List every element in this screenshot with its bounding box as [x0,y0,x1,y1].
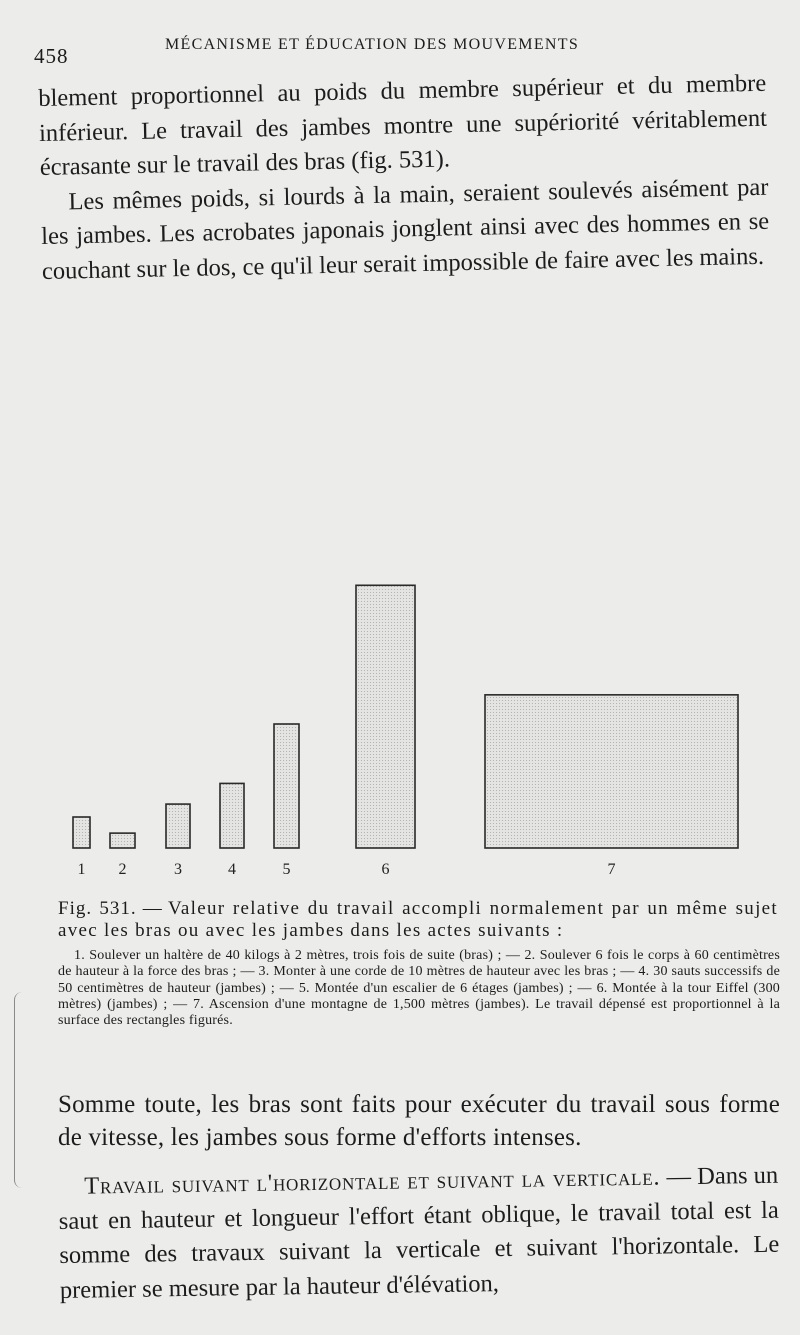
bar-6 [356,585,415,848]
caption-text: Valeur relative du travail accompli normalement par un même sujet avec les bras ou avec les jambes dans les actes suivants : [58,898,778,941]
bar-label-6: 6 [381,861,390,878]
running-head: MÉCANISME ET ÉDUCATION DES MOUVEMENTS [165,36,580,53]
intro-text-1: blement proportionnel au poids du membre supérieur et du membre inférieur. Le travail des jambes montre une supériorité véritablement écrasante sur le travail des bras (fig. 531). [38,69,768,181]
bar-7 [485,695,738,848]
intro-paragraph [38,67,770,289]
bar-label-1: 1 [77,861,86,878]
bar-3 [166,804,190,848]
margin-mark [14,992,25,1188]
figure-531-chart [0,300,800,885]
bar-2 [110,833,135,848]
bar-label-2: 2 [118,861,127,878]
legend-text: 1. Soulever un haltère de 40 kilogs à 2 mètres, trois fois de suite (bras) ; — 2. Soulever 6 fois le corps à 60 centimètres de hauteur à la force des bras ; — 3. Monter à une corde de 10 mètres de hauteur avec les bras ; — 4. 30 sauts successifs de 50 centimètres de hauteur (jambes) ; — 5. Montée d'un escalier de 6 étages (jambes) ; — 6. Montée à la tour Eiffel (300 mètres) (jambes) ; — 7. Ascension d'une montagne de 1,500 mètres (jambes). Le travail dépensé est proportionnel à la surface des rectangles figurés. [58,948,780,1029]
caption-label: Fig. 531. [58,898,137,919]
figure-legend [58,948,780,1029]
section-text: Dans un saut en hauteur et longueur l'effort étant oblique, le travail total est la somme des travaux suivant la verticale et suivant l'horizontale. Le premier se mesure par la hauteur d'élévation, [58,1161,780,1304]
section-heading: Travail suivant l'horizontale et suivant la verticale. [84,1163,661,1200]
summary-text: Somme toute, les bras sont faits pour exécuter du travail sous forme de vitesse, les jambes sous forme d'efforts intenses. [58,1091,780,1151]
bar-label-4: 4 [228,861,236,878]
bar-4 [220,783,244,848]
bar-label-5: 5 [282,861,291,878]
bar-5 [274,724,299,848]
bar-label-3: 3 [174,861,182,878]
intro-text-2: Les mêmes poids, si lourds à la main, seraient soulevés aisément par les jambes. Les acrobates japonais jonglent ainsi avec des hommes en se couchant sur le dos, ce qu'il leur serait impossible de faire avec les mains. [40,173,770,285]
caption-dash: — [136,898,169,919]
section-paragraph [58,1159,780,1308]
section-dash: — [660,1162,698,1191]
bar-label-7: 7 [607,861,616,878]
bar-1 [73,817,90,848]
figure-caption [58,898,778,942]
summary-paragraph [58,1088,780,1154]
page-number: 458 [34,44,69,68]
